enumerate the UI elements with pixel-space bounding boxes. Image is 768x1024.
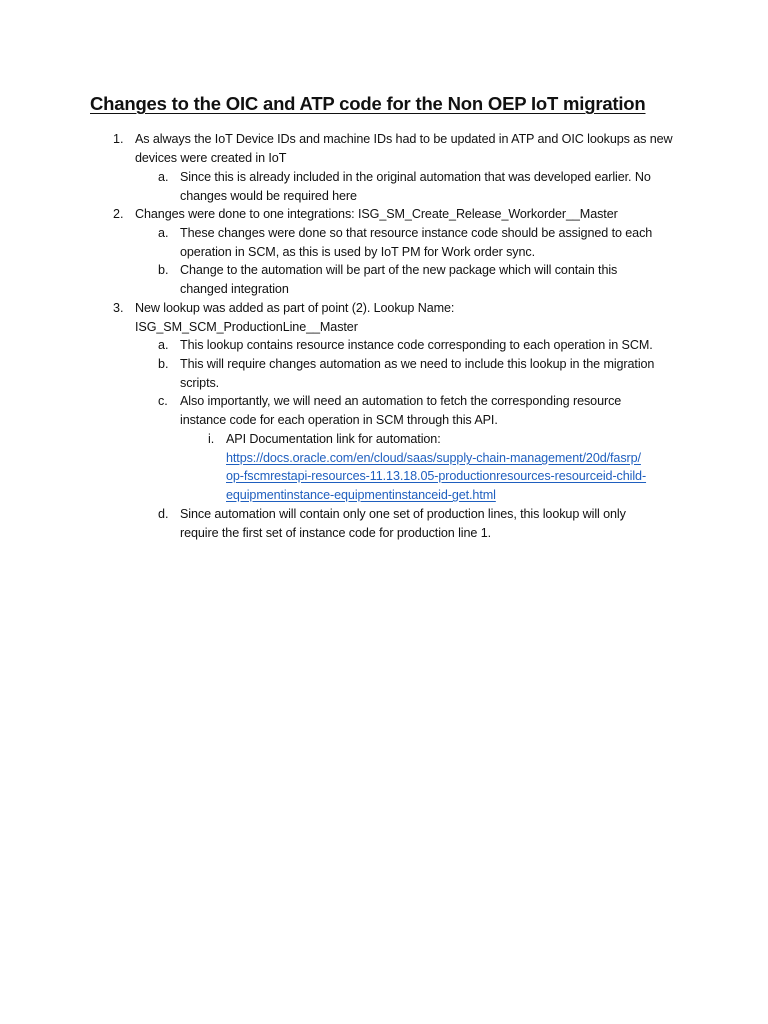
item-1a-line-1: Since this is already included in the original automation that was developed earlier. No [180, 170, 651, 184]
list-marker-3a: a. [158, 338, 169, 352]
item-3a-line-1: This lookup contains resource instance code corresponding to each operation in SCM. [180, 338, 653, 352]
item-3c-line-1: Also importantly, we will need an automation to fetch the corresponding resource [180, 394, 622, 408]
api-doc-link-line-2[interactable]: op-fscmrestapi-resources-11.13.18.05-productionresources-resourceid-child- [226, 469, 647, 483]
list-marker-3c: c. [158, 394, 168, 408]
list-marker-3: 3. [113, 301, 124, 315]
item-3c-line-2: instance code for each operation in SCM through this API. [180, 413, 498, 427]
item-1-line-1: As always the IoT Device IDs and machine IDs had to be updated in ATP and OIC lookups as new [135, 132, 673, 146]
item-1a-line-2: changes would be required here [180, 189, 357, 203]
item-1-line-2: devices were created in IoT [135, 151, 287, 165]
item-3b-line-1: This will require changes automation as we need to include this lookup in the migration [180, 357, 655, 371]
item-2-line-1: Changes were done to one integrations: ISG_SM_Create_Release_Workorder__Master [135, 207, 618, 221]
api-doc-link-line-1[interactable]: https://docs.oracle.com/en/cloud/saas/supply-chain-management/20d/fasrp/ [226, 451, 641, 465]
list-marker-2b: b. [158, 263, 169, 277]
api-doc-link-line-3[interactable]: equipmentinstance-equipmentinstanceid-get.html [226, 488, 496, 502]
item-3b-line-2: scripts. [180, 376, 220, 390]
item-2b-line-1: Change to the automation will be part of the new package which will contain this [180, 263, 618, 277]
item-2b-line-2: changed integration [180, 282, 289, 296]
item-2a-line-1: These changes were done so that resource instance code should be assigned to each [180, 226, 653, 240]
item-3ci-label: API Documentation link for automation: [226, 432, 441, 446]
document-title: Changes to the OIC and ATP code for the Non OEP IoT migration [90, 93, 646, 114]
item-3d-line-1: Since automation will contain only one set of production lines, this lookup will only [180, 507, 626, 521]
list-marker-2: 2. [113, 207, 124, 221]
list-marker-3b: b. [158, 357, 169, 371]
list-marker-1: 1. [113, 132, 124, 146]
item-2a-line-2: operation in SCM, as this is used by IoT PM for Work order sync. [180, 245, 535, 259]
item-3-line-2: ISG_SM_SCM_ProductionLine__Master [135, 320, 358, 334]
list-marker-3ci: i. [208, 432, 215, 446]
list-marker-2a: a. [158, 226, 169, 240]
list-marker-3d: d. [158, 507, 169, 521]
item-3-line-1: New lookup was added as part of point (2). Lookup Name: [135, 301, 455, 315]
list-marker-1a: a. [158, 170, 169, 184]
item-3d-line-2: require the first set of instance code for production line 1. [180, 526, 492, 540]
